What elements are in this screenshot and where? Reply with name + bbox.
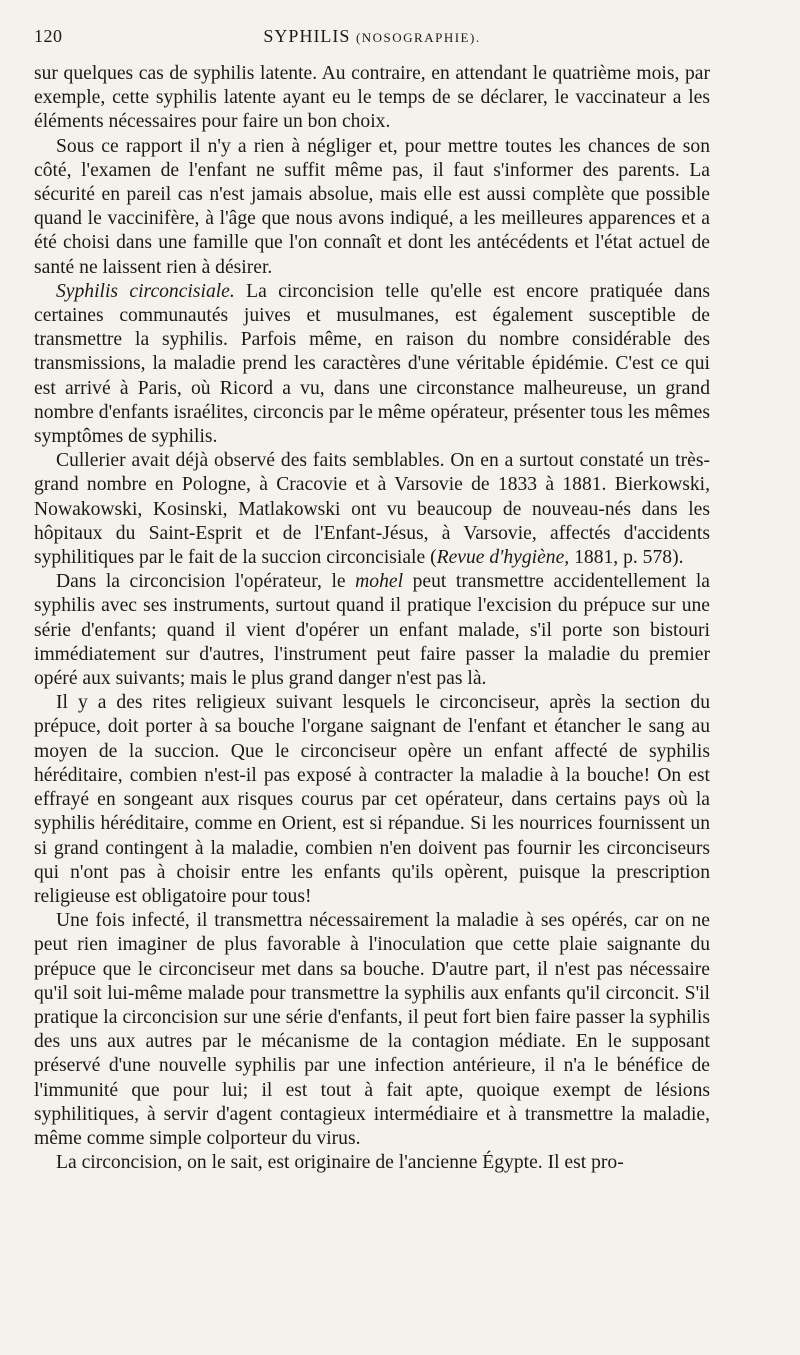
page-number: 120 (34, 26, 63, 46)
paragraph-text: 1881, p. 578). (569, 547, 684, 569)
emphasis: mohel (355, 571, 404, 593)
running-head (34, 26, 710, 47)
paragraph (34, 449, 710, 570)
paragraph-text: Sous ce rapport il n'y a rien à négliger et, pour mettre toutes les chances de son côté, l'examen de l'enfant ne suffit même pas, il faut s'informer des parents. La sécurité en pareil cas n'est jamais absolue, mais elle est aussi complète que possible quand le vaccinifère, à l'âge que nous avons indiqué, a les meilleures apparences et a été choisi dans une famille que l'on connaît et dont les antécédents et l'état actuel de santé ne laissent rien à désirer. (34, 135, 710, 278)
paragraph-text: peut transmettre accidentellement la syphilis avec ses instruments, surtout quand il pratique l'excision du prépuce sur une série d'enfants; quand il vient d'opérer un enfant malade, s'il porte son bistouri immédiatement sur d'autres, l'instrument peut faire passer la maladie du premier opéré aux suivants; mais le plus grand danger n'est pas là. (34, 571, 710, 690)
paragraph-text: Cullerier avait déjà observé des faits semblables. On en a surtout constaté un très-grand nombre en Pologne, à Cracovie et à Varsovie de 1833 à 1881. Bierkowski, Nowakowski, Kosinski, Matlakowski ont vu beaucoup de nouveau-nés dans les hôpitaux du Saint-Esprit et de l'Enfant-Jésus, à Varsovie, affectés d'accidents syphilitiques par le fait de la succion circoncisiale ( (34, 450, 710, 569)
paragraph-text: Il y a des rites religieux suivant lesquels le circonciseur, après la section du prépuce, doit porter à sa bouche l'organe saignant de l'enfant et étancher le sang au moyen de la succion. Que le circonciseur opère un enfant affecté de syphilis héréditaire, combien n'est-il pas exposé à contracter la maladie à la bouche! On est effrayé en songeant aux risques courus par cet opérateur, dans certains pays où la syphilis héréditaire, comme en Orient, est si répandue. Si les nourrices fournissent un si grand contingent à la maladie, combien n'en doivent pas fournir les circonciseurs qui n'ont pas à choisir entre les enfants qu'ils opèrent, puisque la prescription religieuse est obligatoire pour tous! (34, 692, 710, 907)
paragraph (34, 62, 710, 135)
paragraph-text: La circoncision telle qu'elle est encore pratiquée dans certaines communautés juives et musulmanes, est également susceptible de transmettre la syphilis. Parfois même, en raison du nombre considérable des transmissions, la maladie prend les caractères d'une véritable épidémie. C'est ce qui est arrivé à Paris, où Ricord a vu, dans une circonstance malheureuse, un grand nombre d'enfants israélites, circoncis par le même opérateur, présenter tous les mêmes symptômes de syphilis. (34, 280, 710, 448)
paragraph-text: sur quelques cas de syphilis latente. Au contraire, en attendant le quatrième mois, par exemple, cette syphilis latente ayant eu le temps de se déclarer, le vaccinateur a les éléments nécessaires pour faire un bon choix. (34, 63, 710, 133)
paragraph (34, 570, 710, 691)
page (34, 26, 710, 1175)
running-title: SYPHILIS (263, 26, 351, 46)
running-subtitle: (NOSOGRAPHIE). (355, 30, 481, 45)
paragraph (34, 909, 710, 1151)
body-text (34, 62, 710, 1175)
paragraph (34, 1151, 710, 1175)
section-lead: Syphilis circoncisiale. (56, 280, 235, 302)
paragraph-text: La circoncision, on le sait, est originaire de l'ancienne Égypte. Il est pro- (56, 1152, 624, 1174)
paragraph (34, 135, 710, 280)
page-header (34, 26, 710, 50)
paragraph-text: Dans la circoncision l'opérateur, le (56, 571, 356, 593)
paragraph (34, 280, 710, 449)
paragraph (34, 691, 710, 909)
citation: Revue d'hygiène, (436, 547, 570, 569)
paragraph-text: Une fois infecté, il transmettra nécessairement la maladie à ses opérés, car on ne peut rien imaginer de plus favorable à l'inoculation que cette plaie saignante du prépuce que le circonciseur met dans sa bouche. D'autre part, il n'est pas nécessaire qu'il soit lui-même malade pour transmettre la syphilis aux enfants qu'il circoncit. S'il pratique la circoncision sur une série d'enfants, il peut fort bien faire passer la syphilis des uns aux autres par le mécanisme de la contagion médiate. En le supposant préservé d'une nouvelle syphilis par une infection antérieure, il n'a le bénéfice de l'immunité que pour lui; il est tout à fait apte, quoique exempt de lésions syphilitiques, à servir d'agent contagieux intermédiaire et à transmettre la maladie, même comme simple colporteur du virus. (34, 910, 710, 1149)
